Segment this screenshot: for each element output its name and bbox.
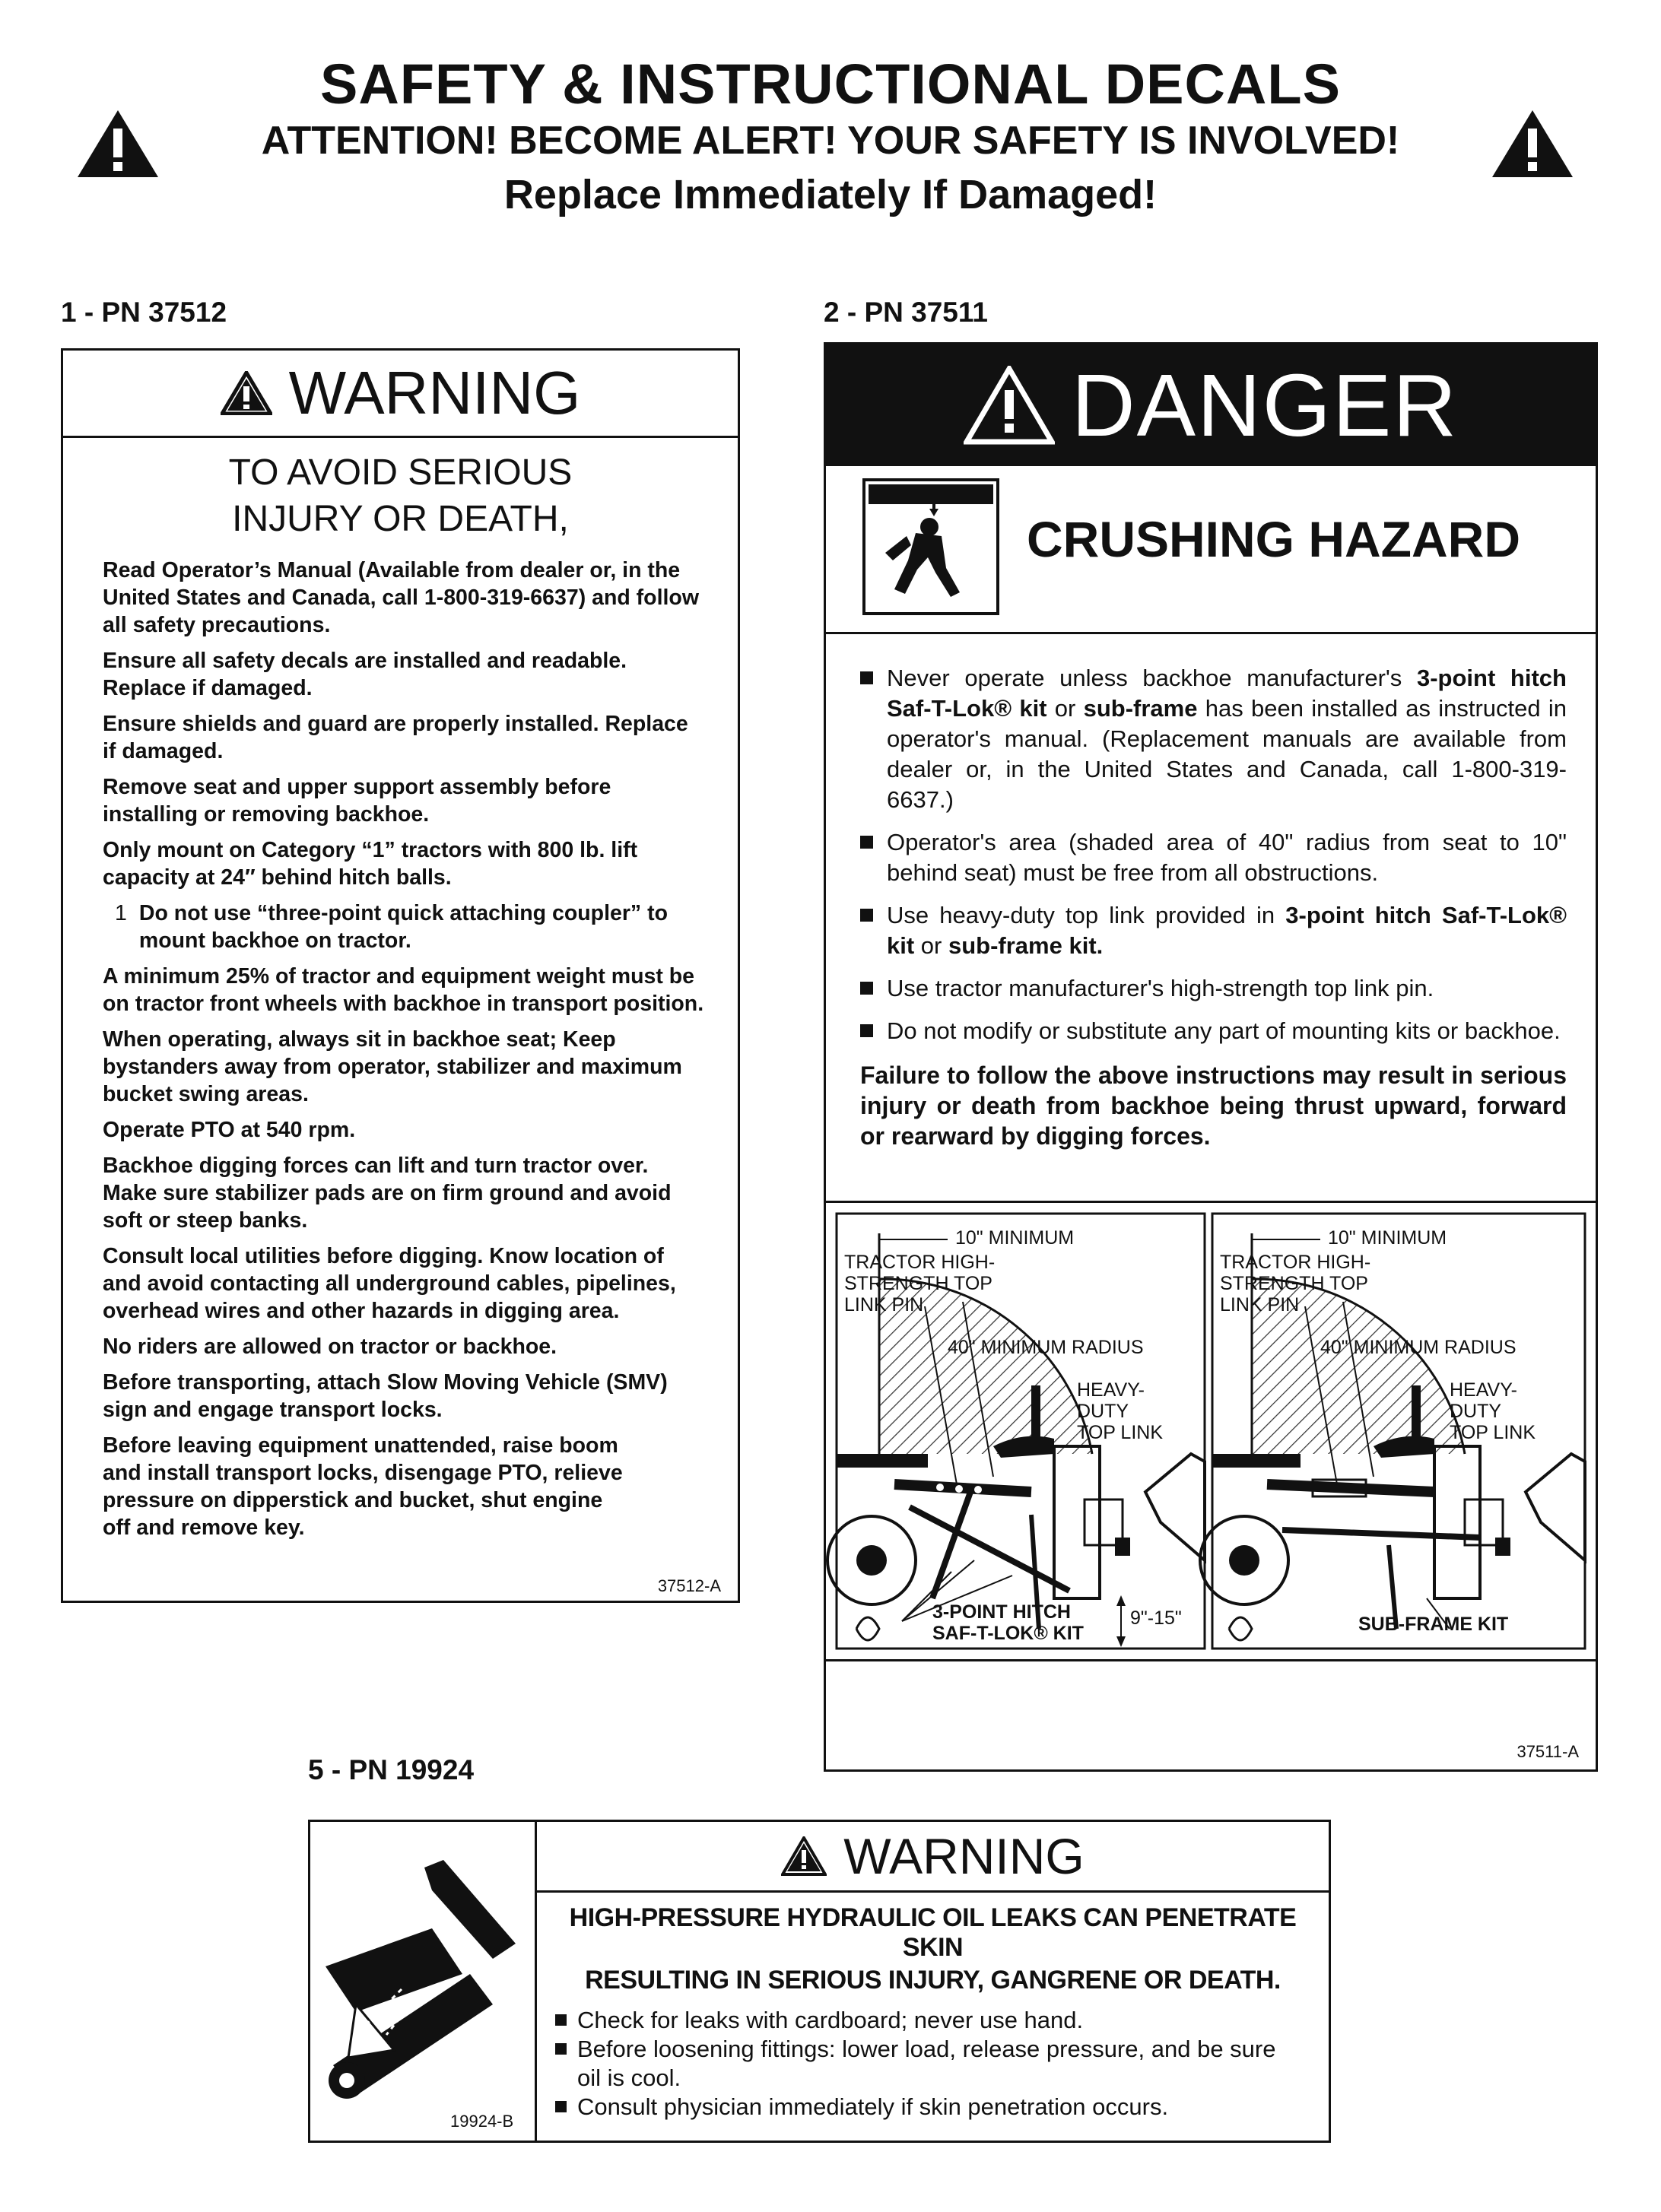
decal-1-para: Consult local utilities before digging. Know location of and avoid contacting all underground cables, pipelines, overhead wires and other hazards in digging area. [103, 1244, 676, 1323]
bullet-square-icon [555, 2101, 567, 2112]
diagram-label-hitch: 3-POINT HITCH [932, 1601, 1071, 1623]
bullet-square-icon [555, 2014, 567, 2026]
diagram-label-min: 10" MINIMUM [955, 1227, 1075, 1249]
bullet-text: or [914, 932, 948, 959]
decal-5-heading-2: RESULTING IN SERIOUS INJURY, GANGRENE OR DEATH. [585, 1966, 1281, 1995]
decal-5-warning [308, 1820, 1331, 2143]
decal-2-bullet [860, 663, 1567, 815]
decal-2-body [826, 634, 1596, 1151]
diagram-label-heavy: DUTY [1077, 1401, 1129, 1422]
bullet-bold: sub-frame kit. [948, 932, 1104, 959]
decal-5-bullet [555, 2006, 1283, 2035]
diagram-label-radius: 40" MINIMUM RADIUS [948, 1337, 1144, 1358]
high-pressure-leak-icon [310, 1837, 535, 2111]
decal-5-heading-1: HIGH-PRESSURE HYDRAULIC OIL LEAKS CAN PENETRATE SKIN [569, 1903, 1297, 1962]
diagram-label-heavy: TOP LINK [1077, 1422, 1164, 1443]
decal-2-bullet [860, 900, 1567, 961]
diagram-label-hitch: SAF-T-LOK® KIT [932, 1623, 1084, 1644]
diagram-label-pin: STRENGTH TOP [1220, 1273, 1368, 1294]
diagram-label-heavy: HEAVY- [1450, 1379, 1517, 1401]
diagram-label-height: 9"-15" [1130, 1607, 1182, 1629]
decal-2-danger [824, 342, 1598, 1772]
bullet-bold: sub-frame [1083, 695, 1198, 722]
danger-triangle-icon [964, 366, 1055, 445]
bullet-text: has been installed as instructed in operator's manual. (Replacement manuals are available from dealer or, in the United States and Canada, call 1-800-319-6637.) [887, 695, 1567, 813]
page-title: SAFETY & INSTRUCTIONAL DECALS [320, 52, 1341, 116]
diagram-label-heavy: TOP LINK [1450, 1422, 1536, 1443]
decal-2-signal-bar [826, 344, 1596, 466]
bullet-text: Use heavy-duty top link provided in [887, 902, 1286, 928]
decal-1-heading-1: TO AVOID SERIOUS [228, 452, 573, 493]
decal-5-signal-bar [537, 1822, 1329, 1893]
replace-line: Replace Immediately If Damaged! [503, 172, 1158, 217]
decal-2-hazard-row [826, 466, 1596, 634]
decal-2-part-number: 2 - PN 37511 [824, 297, 988, 328]
bullet-square-icon [860, 982, 873, 995]
bullet-square-icon [860, 836, 873, 849]
decal-1-para: Remove seat and upper support assembly before installing or removing backhoe. [103, 775, 611, 827]
bullet-text: Consult physician immediately if skin penetration occurs. [577, 2093, 1169, 2120]
decal-2-bullet [860, 973, 1567, 1004]
decal-1-para: Before transporting, attach Slow Moving Vehicle (SMV) sign and engage transport locks. [103, 1370, 668, 1422]
bullet-bold: 3-point hitch Saf-T-Lok® kit [887, 665, 1567, 722]
bullet-text: Do not modify or substitute any part of mounting kits or backhoe. [887, 1017, 1561, 1044]
decal-5-text-panel [537, 1822, 1329, 2141]
decal-2-diagram [826, 1201, 1596, 1661]
decal-5-code: 19924-B [450, 2112, 514, 2131]
diagram-label-pin: LINK PIN [1220, 1294, 1300, 1315]
decal-2-bullet [860, 1016, 1567, 1046]
bullet-square-icon [860, 909, 873, 922]
warning-triangle-icon [221, 371, 272, 415]
decal-2-bullet [860, 827, 1567, 888]
bullet-text: Check for leaks with cardboard; never use hand. [577, 2007, 1084, 2033]
diagram-label-heavy: DUTY [1450, 1401, 1502, 1422]
decal-1-signal-bar [63, 351, 738, 438]
bullet-text: Never operate unless backhoe manufacturer's [887, 665, 1417, 691]
decal-1-part-number: 1 - PN 37512 [61, 297, 227, 328]
bullet-text: Operator's area (shaded area of 40" radius from seat to 10" behind seat) must be free from all obstructions. [887, 829, 1567, 886]
decal-5-signal-word: WARNING [843, 1828, 1085, 1884]
decal-1-para: Ensure all safety decals are installed and readable. Replace if damaged. [103, 649, 627, 700]
bullet-text: or [1046, 695, 1084, 722]
decal-1-sub-item [103, 900, 707, 954]
diagram-label-pin: STRENGTH TOP [844, 1273, 992, 1294]
decal-1-heading-2: INJURY OR DEATH, [232, 499, 569, 539]
decal-1-para: A minimum 25% of tractor and equipment weight must be on tractor front wheels with backhoe in transport position. [103, 964, 704, 1016]
decal-1-para: Ensure shields and guard are properly installed. Replace if damaged. [103, 712, 688, 763]
decal-2-signal-word: DANGER [1071, 356, 1459, 455]
bullet-square-icon [555, 2043, 567, 2055]
warning-triangle-icon [1491, 109, 1574, 179]
diagram-label-pin: LINK PIN [844, 1294, 924, 1315]
bullet-square-icon [860, 1024, 873, 1037]
decal-5-bullet [555, 2035, 1283, 2093]
decal-5-bullet [555, 2093, 1283, 2122]
bullet-bold: 3-point hitch Saf-T-Lok® kit [887, 902, 1567, 959]
bullet-square-icon [860, 671, 873, 684]
diagram-label-subframe: SUB-FRAME KIT [1358, 1614, 1509, 1635]
decal-2-failure-text: Failure to follow the above instructions may result in serious injury or death from backhoe being thrust upward, forward or rearward by digging forces. [860, 1062, 1567, 1150]
decal-1-body [63, 540, 738, 1541]
diagram-label-min: 10" MINIMUM [1328, 1227, 1447, 1249]
decal-1-para: Operate PTO at 540 rpm. [103, 1118, 356, 1142]
warning-triangle-icon [781, 1836, 827, 1876]
crushing-hazard-icon [862, 478, 999, 615]
decal-5-part-number: 5 - PN 19924 [308, 1754, 475, 1785]
diagram-label-pin: TRACTOR HIGH- [1220, 1252, 1371, 1273]
decal-2-code: 37511-A [1516, 1742, 1579, 1761]
decal-1-para: Read Operator’s Manual (Available from dealer or, in the United States and Canada, call 1-800-319-6637) and follow all safety precautions. [103, 558, 700, 637]
decal-2-hazard-title: CRUSHING HAZARD [1027, 511, 1520, 567]
bullet-text: Use tractor manufacturer's high-strength top link pin. [887, 975, 1434, 1001]
decal-1-para: Only mount on Category “1” tractors with 800 lb. lift capacity at 24″ behind hitch balls. [103, 838, 638, 890]
diagram-label-radius: 40" MINIMUM RADIUS [1320, 1337, 1516, 1358]
decal-1-para: No riders are allowed on tractor or backhoe. [103, 1334, 557, 1359]
decal-1-code: 37512-A [657, 1576, 721, 1595]
diagram-label-pin: TRACTOR HIGH- [844, 1252, 996, 1273]
diagram-label-heavy: HEAVY- [1077, 1379, 1145, 1401]
sub-item-number: 1 [115, 901, 127, 925]
decal-5-pictogram-panel [310, 1822, 537, 2141]
decal-1-signal-word: WARNING [288, 359, 581, 427]
decal-1-para: Backhoe digging forces can lift and turn tractor over. Make sure stabilizer pads are on firm ground and avoid soft or steep banks. [103, 1154, 672, 1233]
bullet-text: Before loosening fittings: lower load, release pressure, and be sure oil is cool. [577, 2036, 1276, 2091]
decal-1-para: Before leaving equipment unattended, raise boom and install transport locks, disengage PTO, relieve pressure on dipperstick and bucket, shut engine off and remove key. [103, 1433, 623, 1540]
attention-line: ATTENTION! BECOME ALERT! YOUR SAFETY IS INVOLVED! [261, 119, 1400, 163]
decal-1-para: When operating, always sit in backhoe seat; Keep bystanders away from operator, stabilizer and maximum bucket swing areas. [103, 1027, 682, 1106]
decal-1-warning [61, 348, 740, 1603]
sub-item-text: Do not use “three-point quick attaching coupler” to mount backhoe on tractor. [138, 901, 668, 953]
